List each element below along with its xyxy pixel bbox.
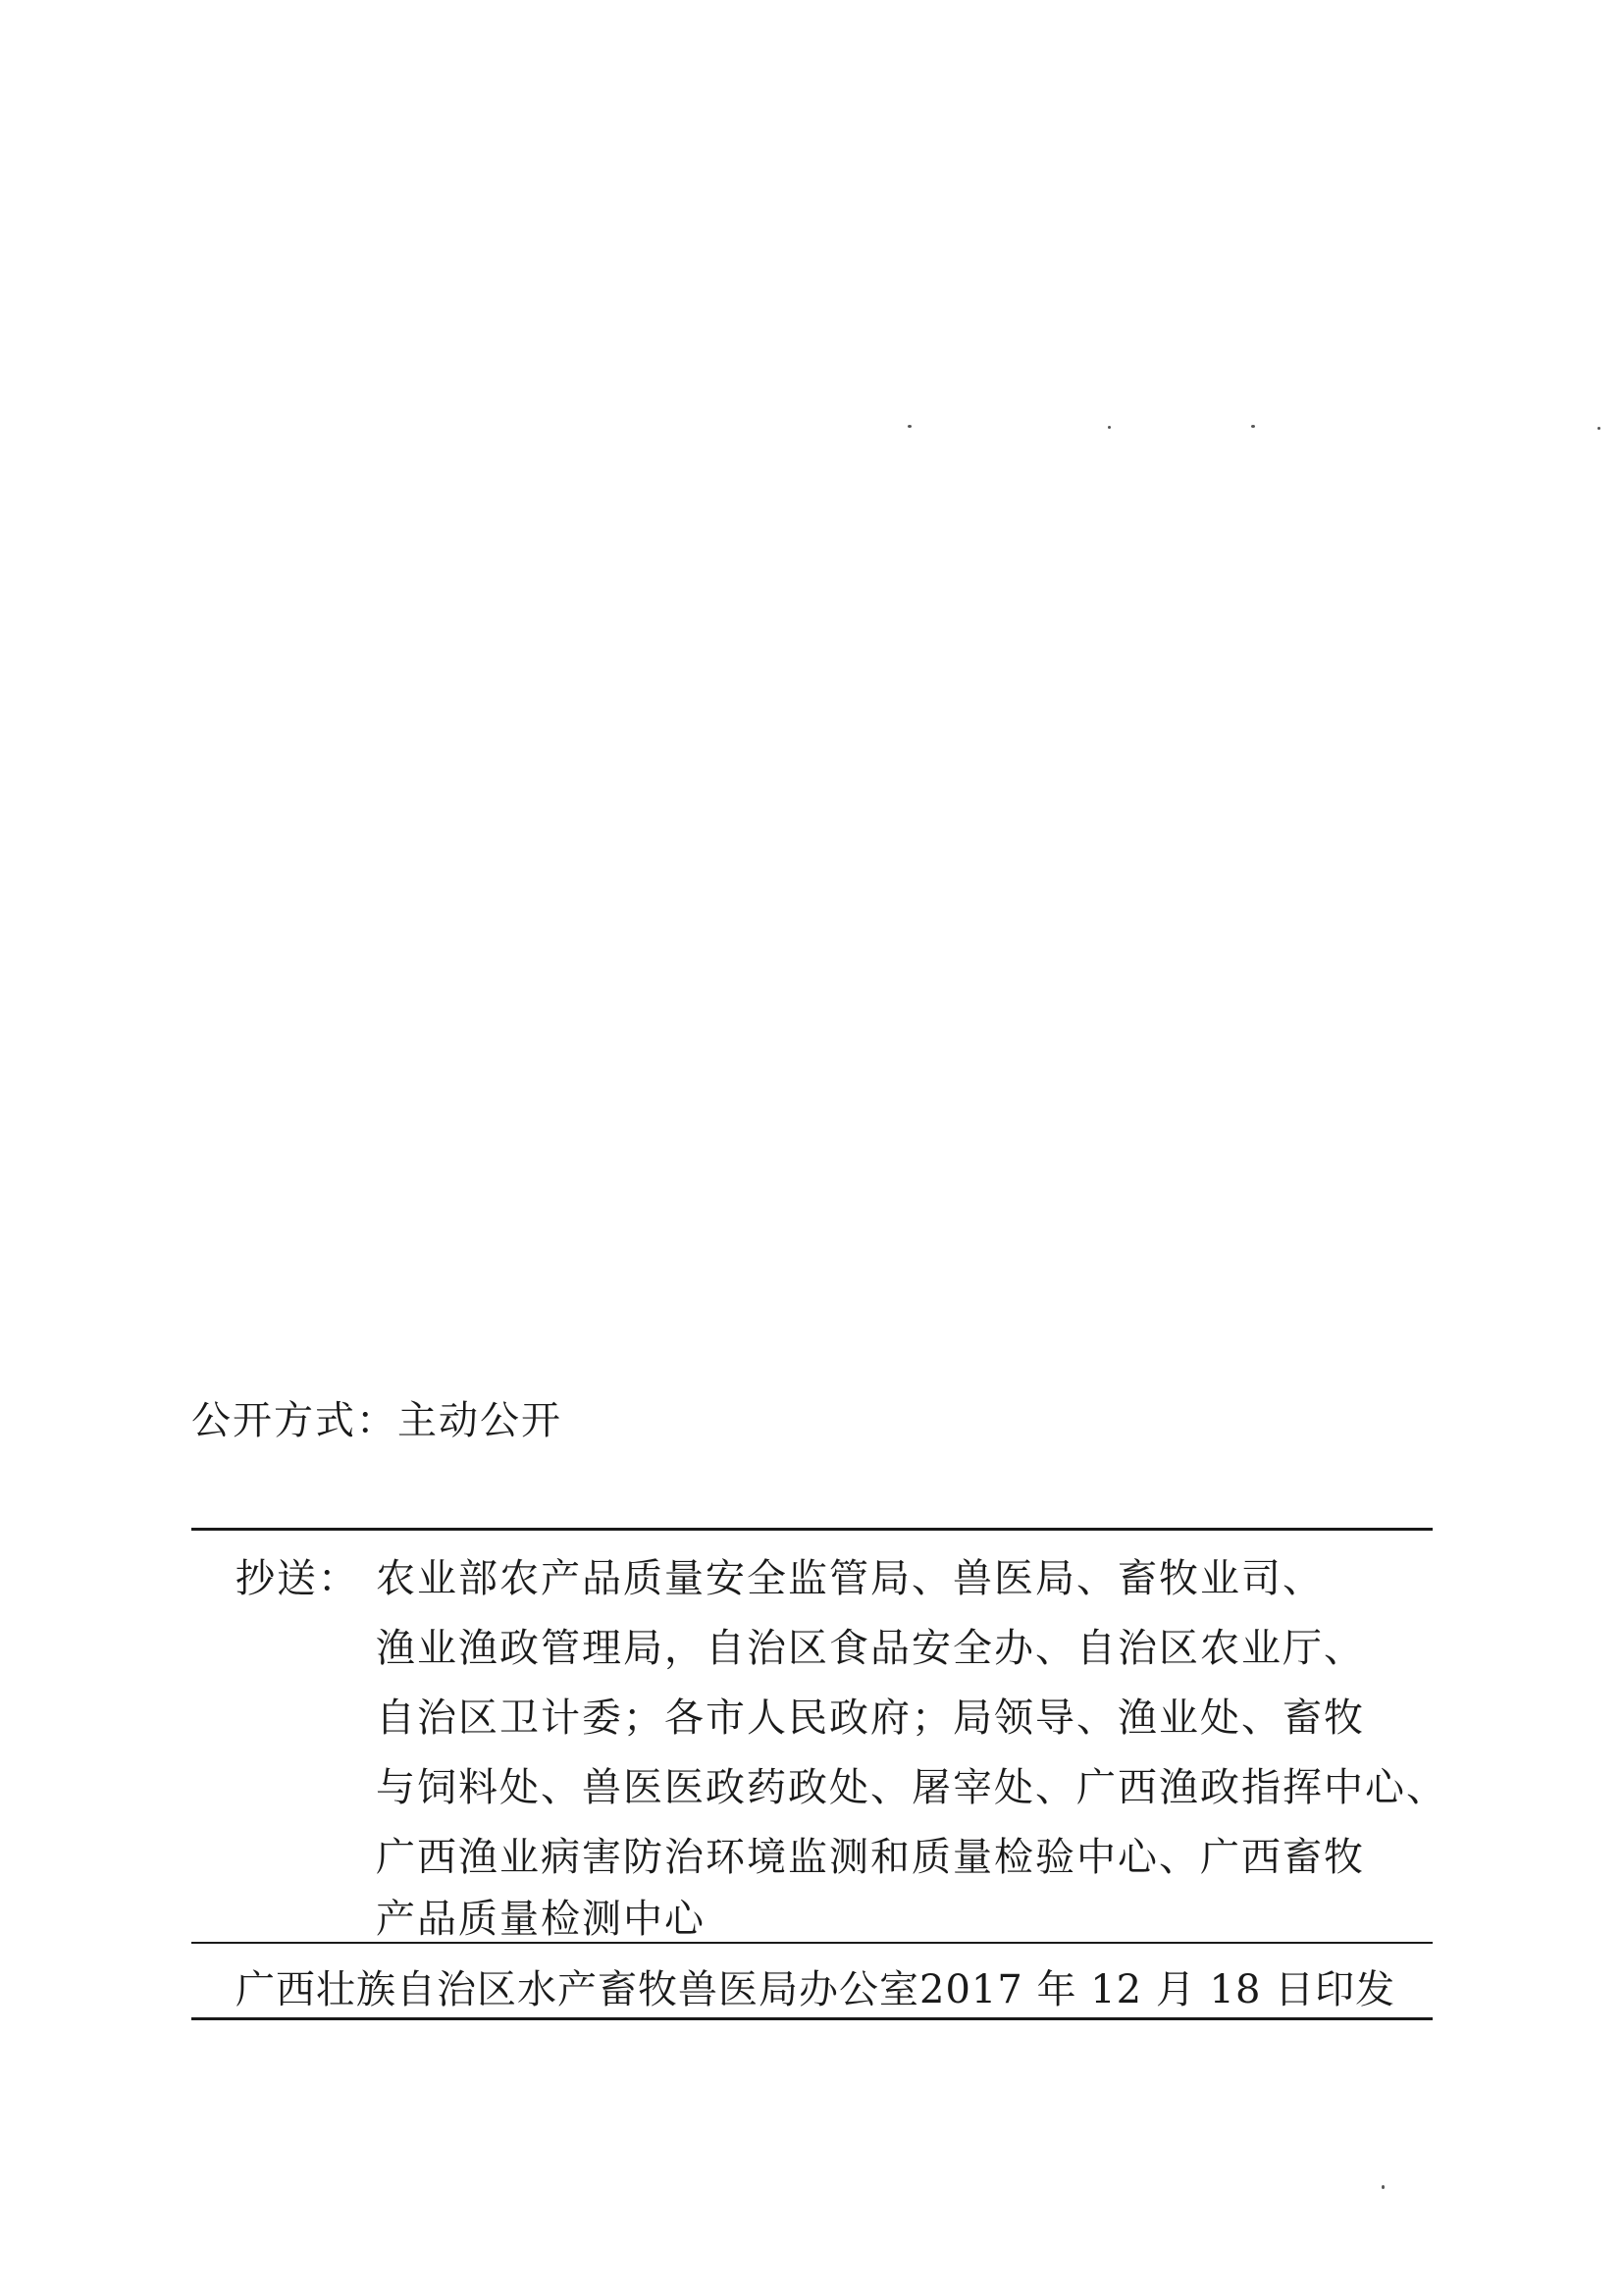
scan-speck	[1382, 2185, 1385, 2189]
cc-label: 抄送：	[236, 1556, 359, 1601]
cc-recipients-line: 产品质量检测中心	[376, 1897, 706, 1942]
cc-recipients-line: 广西渔业病害防治环境监测和质量检验中心、广西畜牧	[376, 1835, 1365, 1880]
scan-speck	[908, 425, 912, 428]
print-date: 2017 年 12 月 18 日印发	[919, 1967, 1396, 2012]
cc-recipients-line: 渔业渔政管理局，自治区食品安全办、自治区农业厅、	[376, 1626, 1365, 1671]
disclosure-method: 公开方式：主动公开	[191, 1398, 562, 1443]
scan-speck	[1108, 426, 1111, 429]
scan-speck	[1251, 425, 1255, 428]
imprint-line	[236, 1960, 1396, 2019]
cc-recipients-line: 自治区卫计委；各市人民政府；局领导、渔业处、畜牧	[376, 1696, 1365, 1741]
cc-recipients-line: 农业部农产品质量安全监管局、兽医局、畜牧业司、	[376, 1556, 1324, 1601]
issuing-office: 广西壮族自治区水产畜牧兽医局办公室	[236, 1967, 919, 2012]
cc-recipients-line: 与饲料处、兽医医政药政处、屠宰处、广西渔政指挥中心、	[376, 1765, 1447, 1810]
middle-rule	[191, 1942, 1433, 1944]
scan-speck	[1597, 427, 1600, 430]
bottom-rule	[191, 2017, 1433, 2020]
top-rule	[191, 1528, 1433, 1531]
